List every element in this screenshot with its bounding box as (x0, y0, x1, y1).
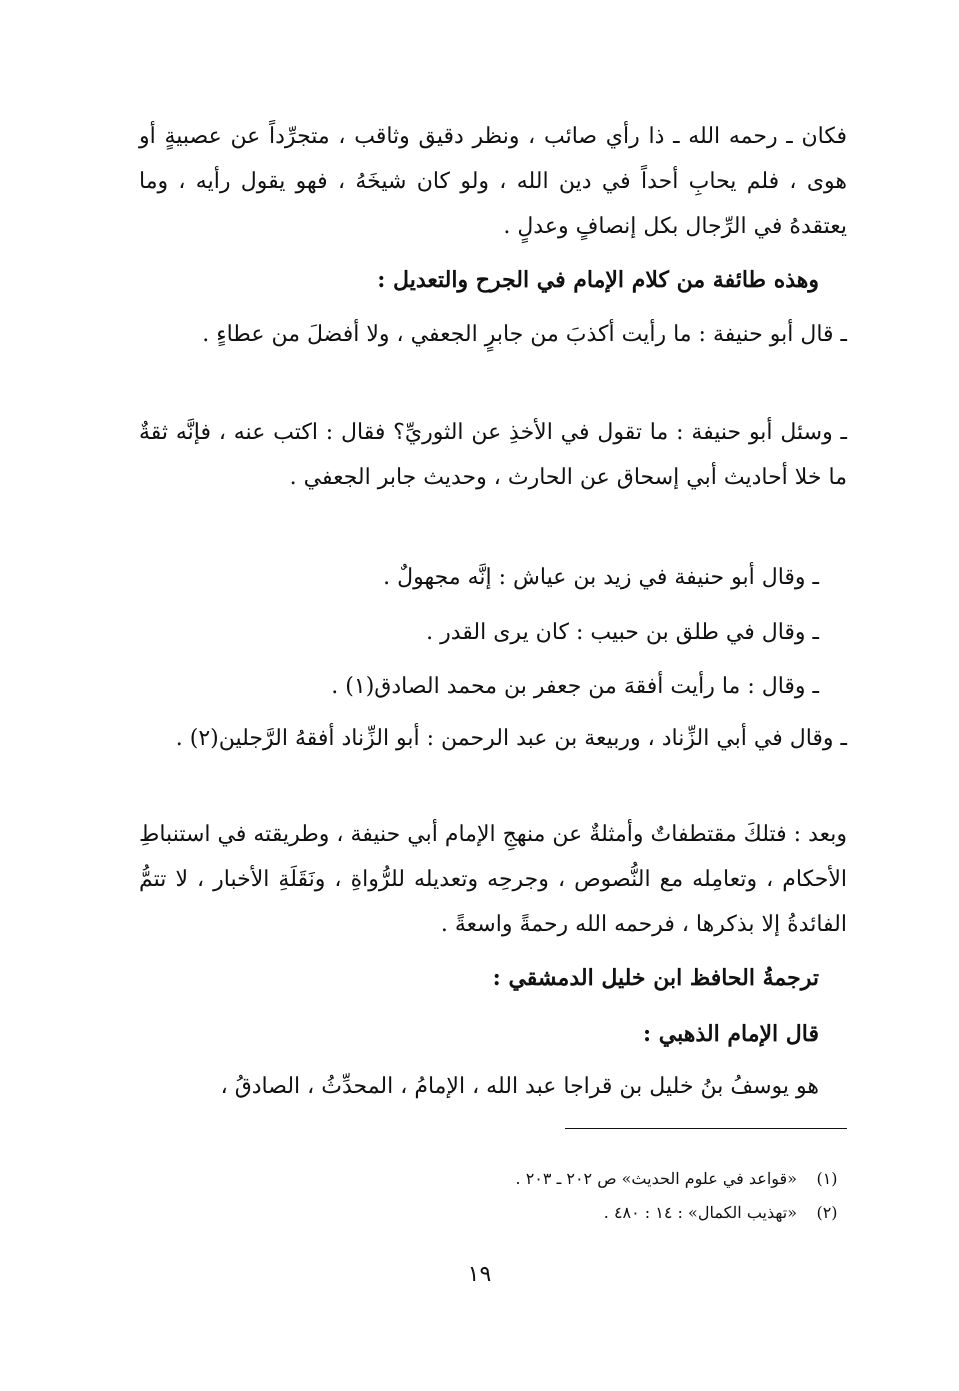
paragraph-jabir (139, 312, 847, 357)
paragraph-zinad (139, 716, 847, 761)
section-heading-dhahabi: قال الإمام الذهبي : (642, 1021, 819, 1047)
paragraph-text: ـ وقال في طلق بن حبيب : كان يرى القدر . (426, 620, 819, 645)
paragraph-text: ـ قال أبو حنيفة : ما رأيت أكذبَ من جابرٍ الجعفي ، ولا أفضلَ من عطاءٍ . (202, 322, 847, 347)
paragraph-text: ـ وقال : ما رأيت أفقهَ من جعفر بن محمد الصادق(١) . (331, 674, 819, 699)
paragraph-text: فكان ـ رحمه الله ـ ذا رأي صائب ، ونظر دقيق وثاقب ، متجرِّداً عن عصبيةٍ أو هوى ، فلم يحابِ أحداً في دين الله ، ولو كان شيخَهُ ، فهو يقول رأيه ، وما يعتقدهُ في الرِّجال بكل إنصافٍ وعدلٍ . (139, 124, 847, 239)
footnote-1 (139, 1162, 847, 1196)
paragraph-intro (139, 114, 847, 249)
footnote-text: «قواعد في علوم الحديث» ص ٢٠٢ ـ ٢٠٣ . (515, 1169, 797, 1188)
paragraph-text: ـ وقال أبو حنيفة في زيد بن عياش : إنَّه مجهولٌ . (383, 565, 819, 590)
paragraph-zaid (139, 555, 847, 600)
paragraph-text: وبعد : فتلكَ مقتطفاتٌ وأمثلةٌ عن منهجِ الإمام أبي حنيفة ، وطريقته في استنباطِ الأحكام ، وتعامِله مع النُّصوص ، وجرحِه وتعديله للرُّواةِ ، ونَقَلَةِ الأخبار ، لا تتمُّ الفائدةُ إلا بذكرها ، فرحمه الله رحمةً واسعةً . (139, 822, 847, 937)
footnote-2 (139, 1196, 847, 1230)
footnote-divider (565, 1128, 847, 1129)
section-heading-biography: ترجمةُ الحافظ ابن خليل الدمشقي : (492, 965, 819, 991)
paragraph-yusuf (139, 1064, 847, 1109)
paragraph-text: ـ وقال في أبي الزِّناد ، وربيعة بن عبد الرحمن : أبو الزِّناد أفقهُ الرَّجلين(٢) . (175, 726, 847, 751)
footnote-number: (٢) (816, 1203, 838, 1222)
paragraph-conclusion (139, 812, 847, 947)
paragraph-talq (139, 610, 847, 655)
paragraph-jafar (139, 664, 847, 709)
paragraph-thawri (139, 410, 847, 500)
footnote-number: (١) (816, 1169, 838, 1188)
footnote-text: «تهذيب الكمال» : ١٤ : ٤٨٠ . (603, 1203, 797, 1222)
section-heading-jarh: وهذه طائفة من كلام الإمام في الجرح والتعديل : (377, 267, 819, 293)
page-number: ١٩ (467, 1262, 492, 1287)
footnotes (139, 1162, 847, 1230)
paragraph-text: ـ وسئل أبو حنيفة : ما تقول في الأخذِ عن الثوريِّ؟ فقال : اكتب عنه ، فإنَّه ثقةٌ ما خلا أحاديث أبي إسحاق عن الحارث ، وحديث جابر الجعفي . (139, 420, 847, 490)
paragraph-text: هو يوسفُ بنُ خليل بن قراجا عبد الله ، الإمامُ ، المحدِّثُ ، الصادقُ ، (220, 1074, 819, 1099)
